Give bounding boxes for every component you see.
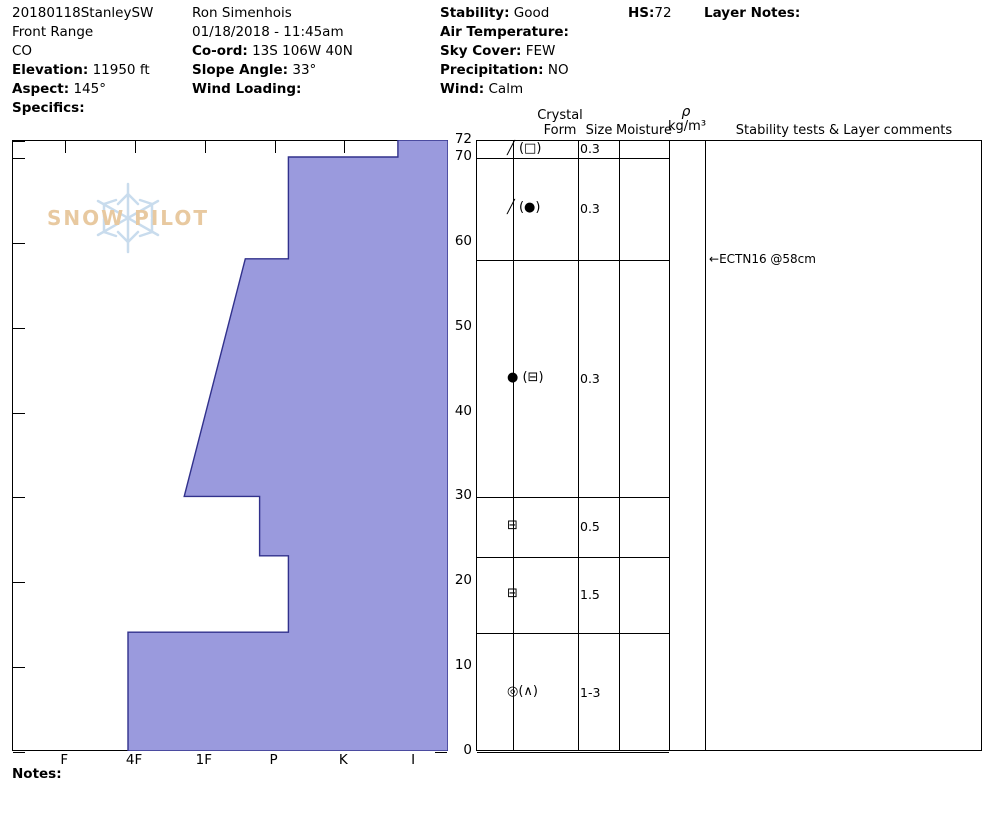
stability-tests-header: Stability tests & Layer comments [735, 123, 953, 138]
stability-value: Good [513, 5, 550, 21]
grain-form-cell: ⊟ [507, 586, 518, 601]
air-temperature-label: Air Temperature: [440, 24, 569, 40]
height-axis [440, 131, 472, 758]
grain-size-cell: 1-3 [580, 684, 601, 700]
table-column-divider [513, 141, 514, 750]
specifics-row [12, 99, 153, 118]
air-temperature-row [440, 23, 569, 42]
header-column-hs [628, 4, 672, 23]
table-column-divider [669, 141, 670, 750]
aspect-row [12, 80, 153, 99]
wind-row [440, 80, 569, 99]
header-column-conditions [440, 4, 569, 99]
layer-notes-label: Layer Notes: [704, 5, 801, 21]
hardness-tick-label: I [411, 752, 416, 768]
grain-size-cell: 0.3 [580, 370, 600, 386]
table-column-divider [578, 141, 579, 750]
stability-label: Stability: [440, 5, 510, 21]
hardness-tick-label: 1F [195, 752, 213, 768]
sky-cover-label: Sky Cover: [440, 43, 522, 59]
height-tick-label: 10 [454, 657, 472, 674]
specifics-label: Specifics: [12, 100, 85, 116]
coord-label: Co-ord: [192, 43, 248, 59]
hardness-tick-label: 4F [125, 752, 143, 768]
datetime-row [192, 23, 353, 42]
region-row [12, 23, 153, 42]
layer-boundary [477, 260, 669, 261]
layer-table [476, 140, 982, 751]
hardness-axis [12, 752, 452, 772]
state-name: CO [12, 43, 33, 59]
elevation-row [12, 61, 153, 80]
wind-loading-label: Wind Loading: [192, 81, 302, 97]
layer-boundary [477, 633, 669, 634]
grain-form-cell: ╱ (□) [507, 140, 542, 156]
layer-notes-row [704, 4, 800, 23]
height-tick-label: 40 [454, 402, 472, 419]
hs-row [628, 4, 672, 23]
height-tick-label: 72 [454, 131, 472, 147]
aspect-label: Aspect: [12, 81, 70, 97]
stability-test-annotation [709, 252, 816, 266]
grain-form-cell: ⊟ [507, 518, 518, 534]
height-tick-label: 30 [454, 487, 472, 504]
grain-size-cell: 0.3 [580, 200, 600, 216]
hardness-polygon [128, 140, 448, 751]
hardness-profile-area [12, 140, 448, 751]
header-column-observer [192, 4, 353, 99]
crystal-label: Crystal [537, 108, 583, 123]
site-name: 20180118StanleySW [12, 5, 154, 21]
observation-datetime: 01/18/2018 - 11:45am [192, 24, 344, 40]
moisture-header: Moisture [616, 123, 672, 138]
height-tick-label: 0 [463, 742, 472, 758]
form-label: Form [543, 123, 577, 138]
wind-label: Wind: [440, 81, 485, 97]
height-tick-label: 70 [454, 147, 472, 164]
slope-angle-row [192, 61, 353, 80]
wind-value: Calm [488, 81, 524, 97]
arrow-left-icon: ← [709, 251, 720, 266]
grain-size-cell: 1.5 [580, 587, 600, 602]
watermark-text: SNOW PILOT [47, 206, 209, 230]
height-tick-label: 20 [454, 572, 472, 589]
sky-cover-value: FEW [525, 43, 556, 59]
profile-header [0, 0, 994, 118]
site-name-row [12, 4, 153, 23]
sky-cover-row [440, 42, 569, 61]
layer-boundary [477, 158, 669, 159]
stability-test-label: ECTN16 @58cm [719, 251, 816, 266]
precipitation-label: Precipitation: [440, 62, 544, 78]
table-column-divider [619, 141, 620, 750]
grain-form-cell: ◎(∧) [507, 683, 539, 699]
hs-label: HS: [628, 5, 655, 21]
wind-loading-row [192, 80, 353, 99]
layer-boundary [477, 497, 669, 498]
hardness-tick-label: P [269, 752, 278, 768]
stability-row [440, 4, 569, 23]
layer-boundary [477, 557, 669, 558]
hardness-tick-label: F [60, 752, 69, 768]
hs-value: 72 [654, 5, 672, 21]
rho-header: ρ [681, 104, 691, 120]
elevation-label: Elevation: [12, 62, 89, 78]
grain-form-cell: ╱ (●) [507, 199, 541, 215]
table-column-divider [705, 141, 706, 750]
elevation-value: 11950 ft [92, 62, 150, 78]
observer-name: Ron Simenhois [192, 5, 292, 21]
hardness-tick-label: K [338, 752, 348, 768]
grain-size-cell: 0.3 [580, 141, 600, 157]
height-tick-label: 60 [454, 232, 472, 249]
header-column-location [12, 4, 153, 118]
precipitation-row [440, 61, 569, 80]
notes-label: Notes: [12, 766, 62, 782]
precipitation-value: NO [547, 62, 569, 78]
density-units-header: kg/m³ [668, 119, 707, 134]
slope-angle-label: Slope Angle: [192, 62, 289, 78]
region-name: Front Range [12, 24, 94, 40]
grain-size-cell: 0.5 [580, 519, 600, 535]
height-tick-label: 50 [454, 317, 472, 334]
coord-value: 13S 106W 40N [252, 43, 353, 59]
header-column-layer-notes [704, 4, 800, 23]
observer-row [192, 4, 353, 23]
slope-angle-value: 33° [292, 62, 317, 78]
size-header: Size [585, 123, 613, 138]
coord-row [192, 42, 353, 61]
layer-boundary [477, 752, 669, 753]
state-row [12, 42, 153, 61]
grain-form-cell: ● (⊟) [507, 369, 544, 385]
aspect-value: 145° [73, 81, 106, 97]
